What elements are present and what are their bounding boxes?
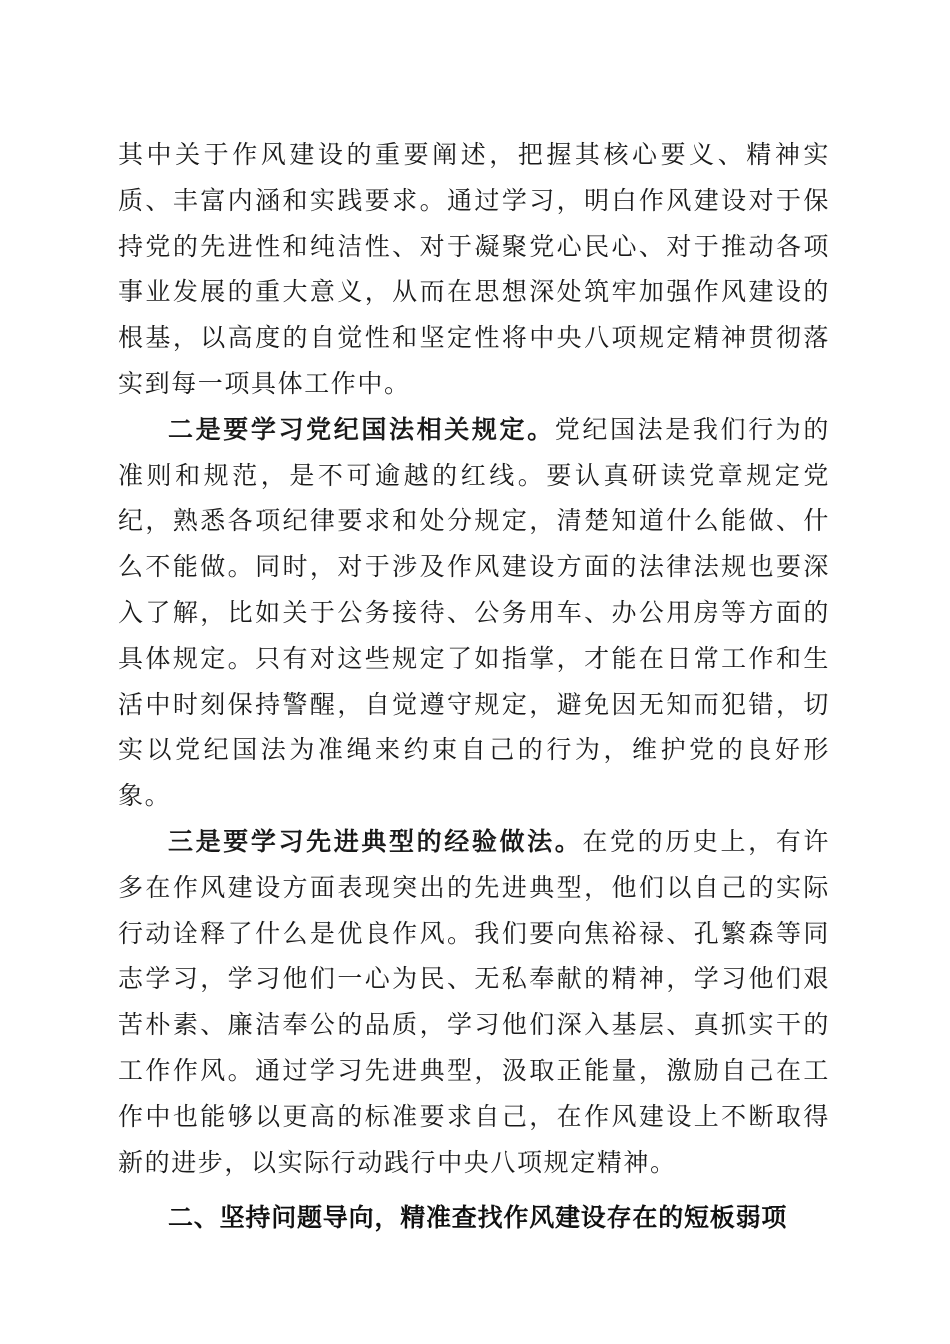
paragraph-3	[118, 819, 830, 1185]
paragraph-2	[118, 407, 830, 819]
paragraph-1	[118, 132, 830, 407]
paragraph-1-body: 其中关于作风建设的重要阐述，把握其核心要义、精神实质、丰富内涵和实践要求。通过学习，明白作风建设对于保持党的先进性和纯洁性、对于凝聚党心民心、对于推动各项事业发展的重大意义，从而在思想深处筑牢加强作风建设的根基，以高度的自觉性和坚定性将中央八项规定精神贯彻落实到每一项具体工作中。	[118, 140, 830, 398]
paragraph-2-body: 党纪国法是我们行为的准则和规范，是不可逾越的红线。要认真研读党章规定党纪，熟悉各项纪律要求和处分规定，清楚知道什么能做、什么不能做。同时，对于涉及作风建设方面的法律法规也要深入了解，比如关于公务接待、公务用车、办公用房等方面的具体规定。只有对这些规定了如指掌，才能在日常工作和生活中时刻保持警醒，自觉遵守规定，避免因无知而犯错，切实以党纪国法为准绳来约束自己的行为，维护党的良好形象。	[118, 414, 830, 811]
paragraph-3-body: 在党的历史上，有许多在作风建设方面表现突出的先进典型，他们以自己的实际行动诠释了什么是优良作风。我们要向焦裕禄、孔繁森等同志学习，学习他们一心为民、无私奉献的精神，学习他们艰苦朴素、廉洁奉公的品质，学习他们深入基层、真抓实干的工作作风。通过学习先进典型，汲取正能量，激励自己在工作中也能够以更高的标准要求自己，在作风建设上不断取得新的进步，以实际行动践行中央八项规定精神。	[118, 826, 830, 1177]
document-page	[118, 132, 830, 1241]
paragraph-3-lead: 三是要学习先进典型的经验做法。	[168, 826, 583, 856]
section-heading: 二、坚持问题导向，精准查找作风建设存在的短板弱项	[168, 1203, 788, 1233]
paragraph-2-lead: 二是要学习党纪国法相关规定。	[168, 414, 555, 444]
